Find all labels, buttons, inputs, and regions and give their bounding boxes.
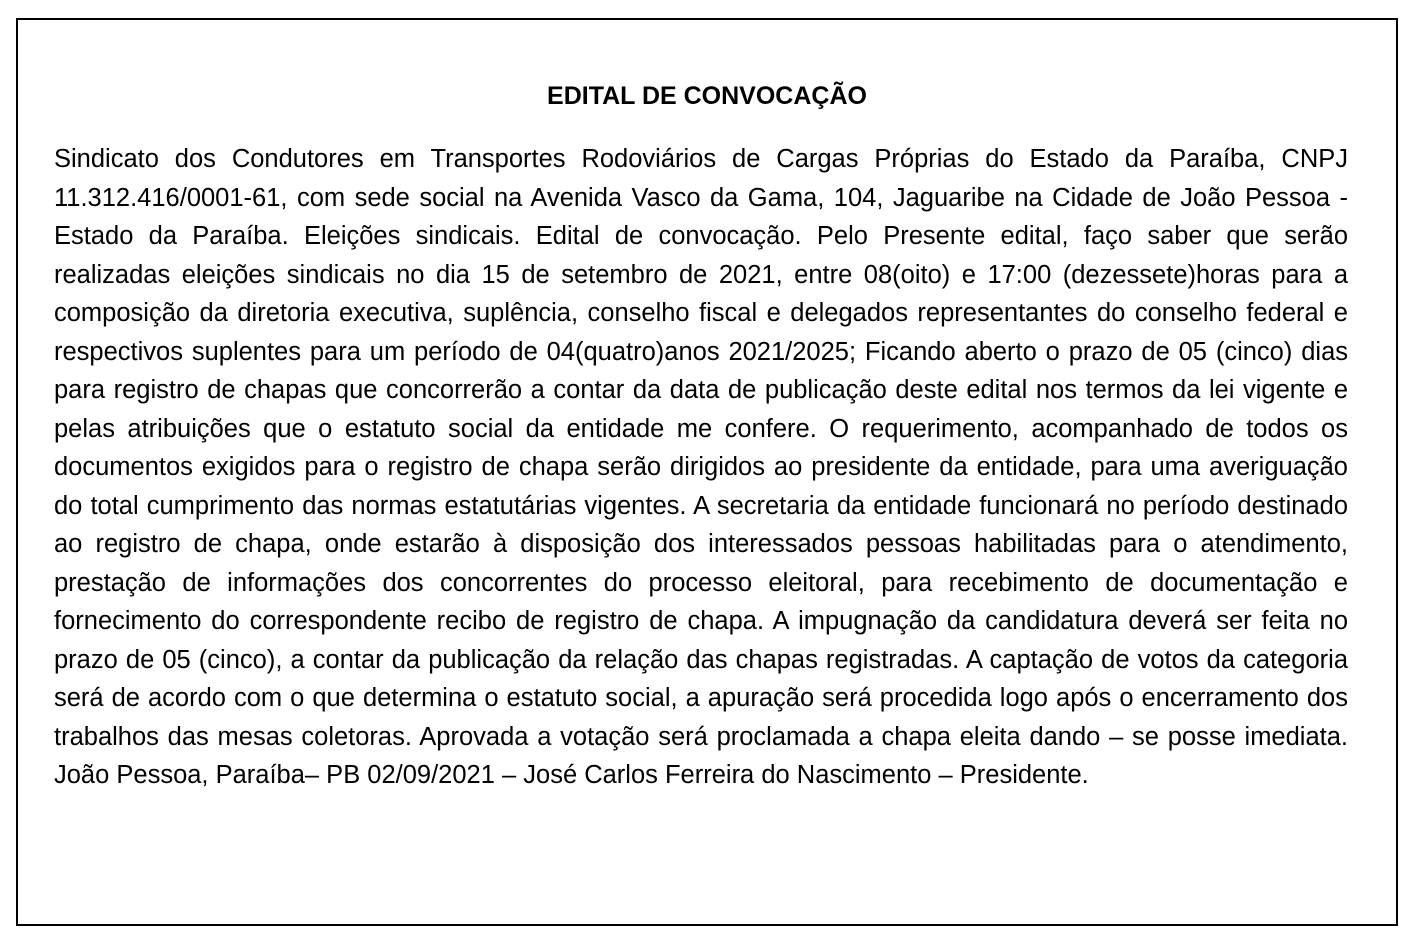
notice-frame	[16, 18, 1398, 926]
document-body: Sindicato dos Condutores em Transportes Rodoviários de Cargas Próprias do Estado da Paraíba, CNPJ 11.312.416/0001-61, com sede social na Avenida Vasco da Gama, 104, Jaguaribe na Cidade de João Pessoa - Estado da Paraíba. Eleições sindicais. Edital de convocação. Pelo Presente edital, faço saber que serão realizadas eleições sindicais no dia 15 de setembro de 2021, entre 08(oito) e 17:00 (dezessete)horas para a composição da diretoria executiva, suplência, conselho fiscal e delegados representantes do conselho federal e respectivos suplentes para um período de 04(quatro)anos 2021/2025; Ficando aberto o prazo de 05 (cinco) dias para registro de chapas que concorrerão a contar da data de publicação deste edital nos termos da lei vigente e pelas atribuições que o estatuto social da entidade me confere. O requerimento, acompanhado de todos os documentos exigidos para o registro de chapa serão dirigidos ao presidente da entidade, para uma averiguação do total cumprimento das normas estatutárias vigentes. A secretaria da entidade funcionará no período destinado ao registro de chapa, onde estarão à disposição dos interessados pessoas habilitadas para o atendimento, prestação de informações dos concorrentes do processo eleitoral, para recebimento de documentação e fornecimento do correspondente recibo de registro de chapa. A impugnação da candidatura deverá ser feita no prazo de 05 (cinco), a contar da publicação da relação das chapas registradas. A captação de votos da categoria será de acordo com o que determina o estatuto social, a apuração será procedida logo após o encerramento dos trabalhos das mesas coletoras. Aprovada a votação será proclamada a chapa eleita dando – se posse imediata. João Pessoa, Paraíba– PB 02/09/2021 – José Carlos Ferreira do Nascimento – Presidente.	[54, 145, 1348, 789]
document-title: EDITAL DE CONVOCAÇÃO	[547, 82, 867, 110]
